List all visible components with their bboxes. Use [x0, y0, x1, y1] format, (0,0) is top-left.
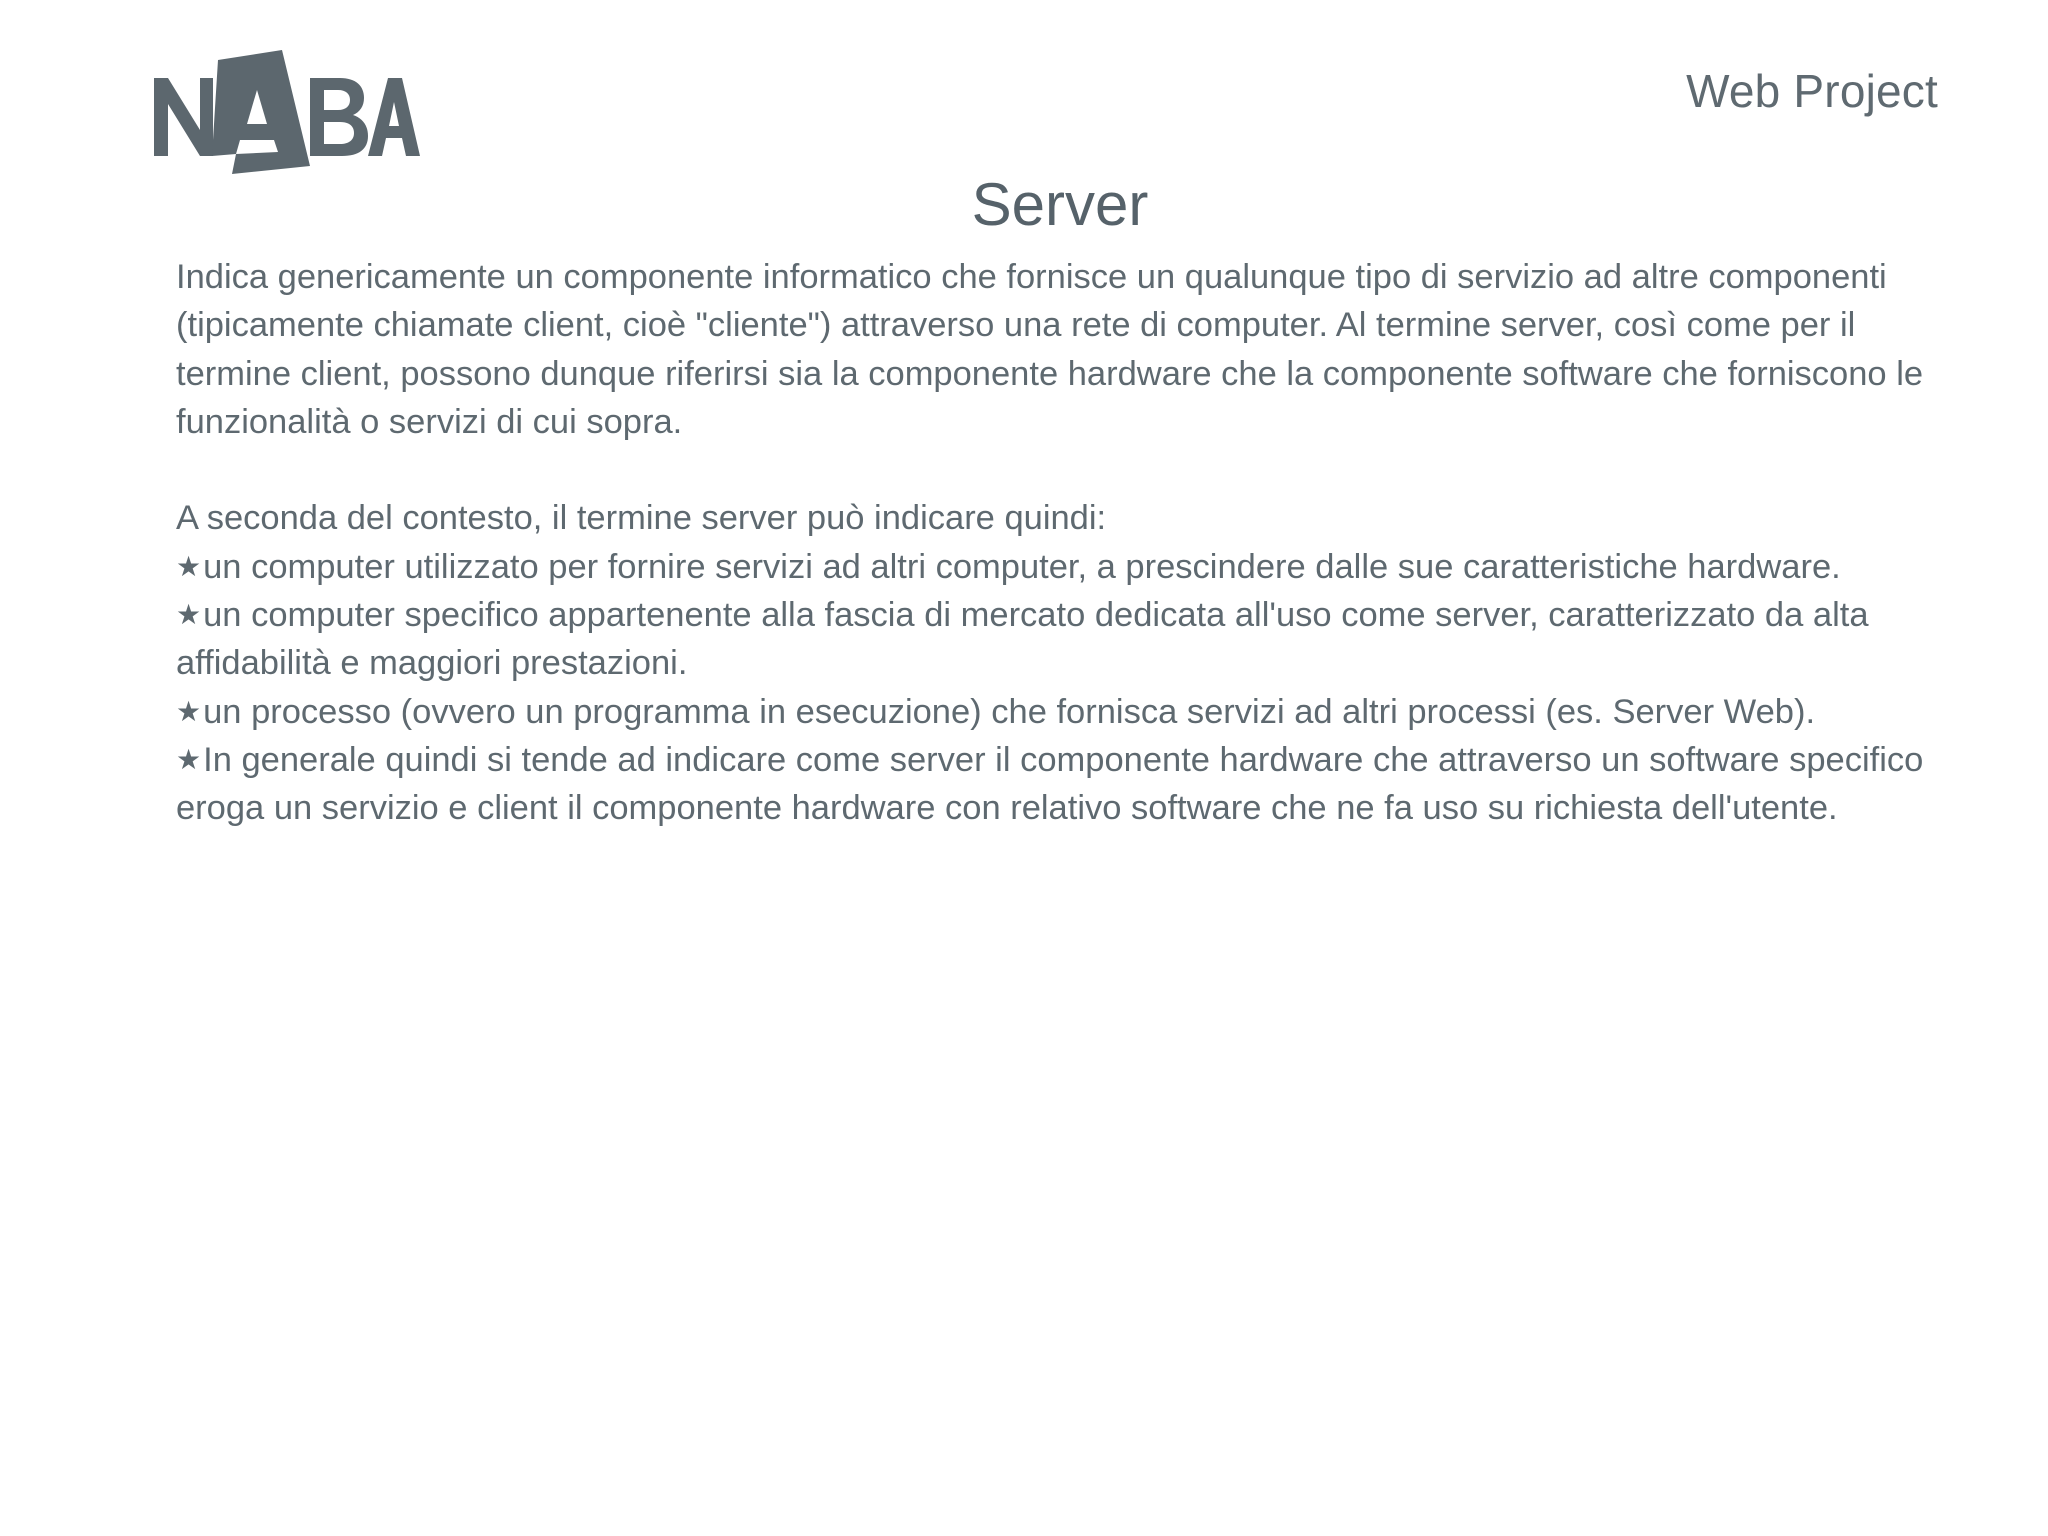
slide-body: [176, 253, 1936, 833]
bullet-item: [176, 688, 1936, 736]
bullet-text: un processo (ovvero un programma in esecuzione) che fornisca servizi ad altri processi (es. Server Web).: [203, 692, 1816, 731]
paragraph-spacer: [176, 446, 1936, 494]
bullet-text: un computer utilizzato per fornire servizi ad altri computer, a prescindere dalle sue caratteristiche hardware.: [203, 547, 1841, 586]
bullet-item: [176, 543, 1936, 591]
intro-paragraph: Indica genericamente un componente informatico che fornisce un qualunque tipo di servizio ad altre componenti (tipicamente chiamate client, cioè "cliente") attraverso una rete di computer. Al termine server, così come per il termine client, possono dunque riferirsi sia la componente hardware che la componente software che forniscono le funzionalità o servizi di cui sopra.: [176, 258, 1924, 441]
star-icon: ★: [176, 695, 202, 727]
course-label: Web Project: [1686, 65, 1938, 117]
naba-logo: [150, 48, 420, 174]
star-icon: ★: [176, 550, 202, 582]
lead-paragraph: A seconda del contesto, il termine server può indicare quindi:: [176, 499, 1107, 538]
star-icon: ★: [176, 599, 202, 631]
star-icon: ★: [176, 743, 202, 775]
bullet-item: [176, 591, 1936, 688]
bullet-text: In generale quindi si tende ad indicare come server il componente hardware che attraverso un software specifico eroga un servizio e client il componente hardware con relativo software che ne fa uso su richiesta dell'utente.: [176, 740, 1924, 828]
bullet-item: [176, 736, 1936, 833]
page-title: Server: [971, 171, 1149, 238]
bullet-text: un computer specifico appartenente alla fascia di mercato dedicata all'uso come server, caratterizzato da alta affidabilità e maggiori prestazioni.: [176, 596, 1869, 683]
naba-logo-graphic: [150, 48, 420, 174]
